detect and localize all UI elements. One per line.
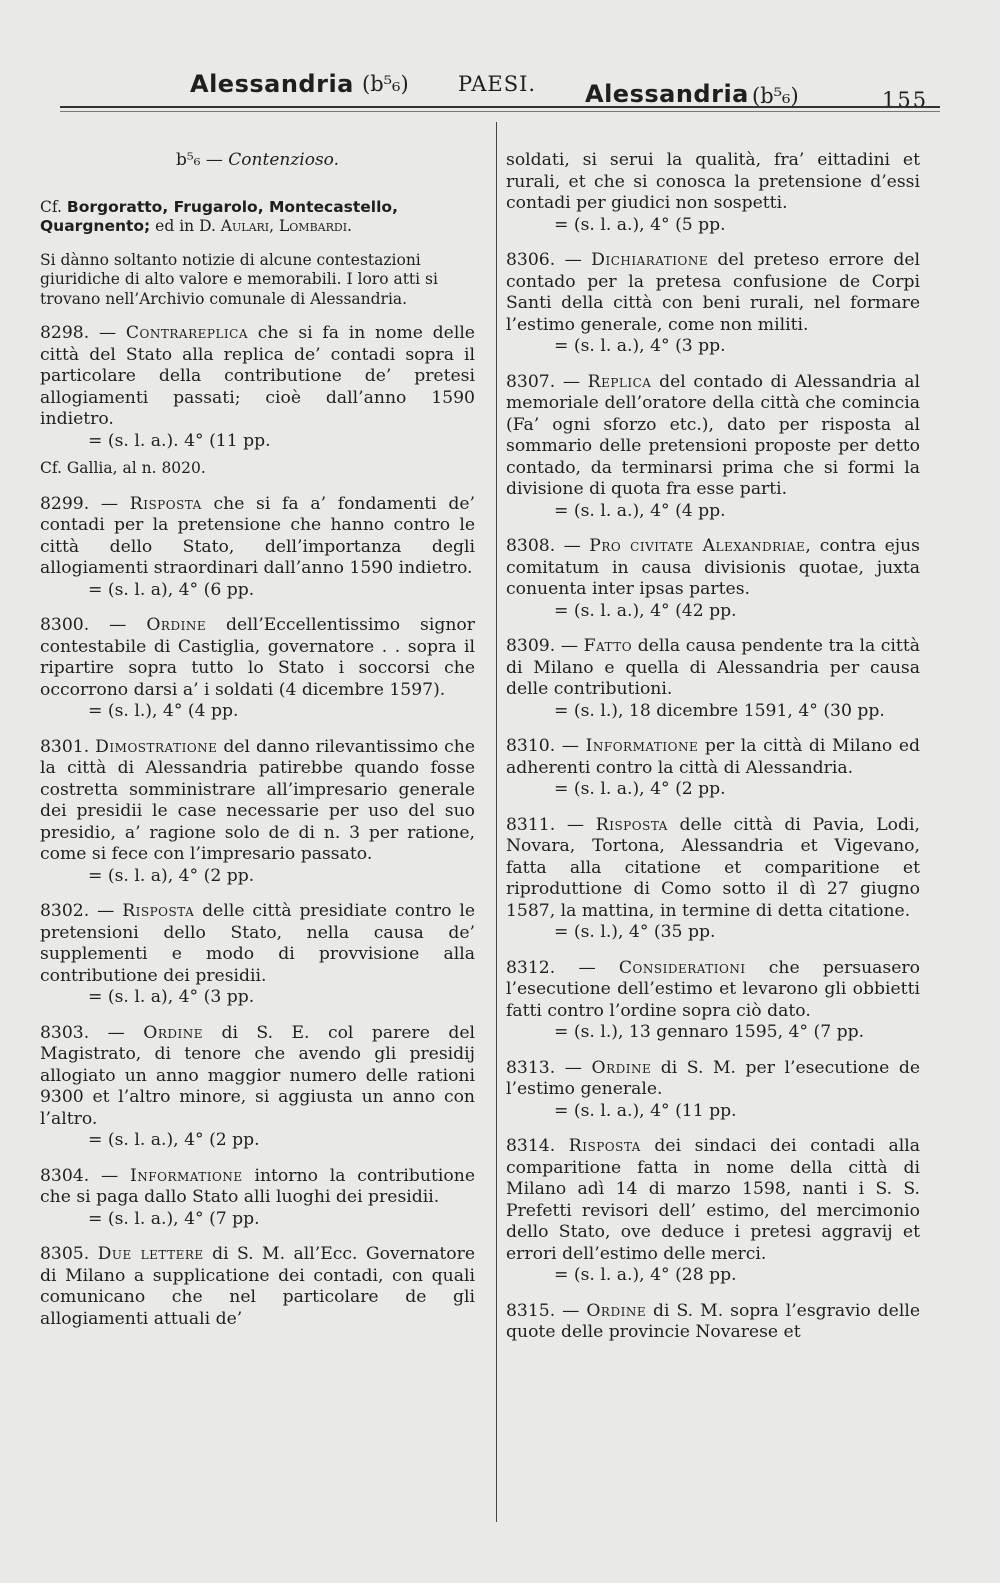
catalog-entry bbox=[40, 494, 475, 602]
entry-imprint: = (s. l. a.), 4° (42 pp. bbox=[554, 600, 737, 621]
entry-number: 8305. bbox=[40, 1244, 90, 1264]
section-intro bbox=[40, 198, 475, 310]
entry-imprint: = (s. l. a.), 4° (4 pp. bbox=[554, 500, 726, 521]
entry-heading: Risposta bbox=[122, 901, 195, 921]
entry-number: 8307. bbox=[506, 371, 556, 392]
right-entry-list bbox=[506, 150, 920, 1344]
entry-number: 8310. bbox=[506, 736, 556, 756]
entry-number: 8311. bbox=[506, 814, 556, 835]
entry-number: 8309. bbox=[506, 636, 556, 656]
catalog-entry bbox=[506, 958, 920, 1044]
entry-number: 8314. bbox=[506, 1136, 556, 1156]
entry-number: 8302. bbox=[40, 901, 90, 921]
entry-description bbox=[506, 636, 920, 701]
entry-text: intorno la contributione che si paga dallo Stato alli luoghi dei presidii. bbox=[40, 1165, 475, 1207]
entry-text: per la città di Milano ed adherenti contro la città di Alessandria. bbox=[506, 736, 921, 778]
catalog-entry bbox=[40, 615, 475, 723]
entry-description bbox=[40, 1244, 475, 1330]
left-column bbox=[40, 150, 475, 1344]
entry-separator: — bbox=[555, 957, 619, 978]
entry-text: di S. E. col parere del Magistrato, di tenore che avendo gli presidij allogiato un anno maggior numero delle rationi 9300 et l’altro minore, si aggiusta un anno con l’altro. bbox=[40, 1022, 475, 1129]
running-header bbox=[60, 62, 940, 112]
entry-imprint: = (s. l. a), 4° (6 pp. bbox=[88, 579, 255, 600]
entry-imprint: = (s. l. a.), 4° (2 pp. bbox=[88, 1130, 260, 1150]
entry-text: di S. M. per l’esecutione de l’estimo generale. bbox=[506, 1057, 920, 1099]
catalog-entry bbox=[506, 372, 920, 523]
entry-imprint: = (s. l. a.), 4° (2 pp. bbox=[554, 779, 726, 799]
entry-description bbox=[40, 494, 475, 580]
entry-number: 8303. bbox=[40, 1022, 90, 1043]
entry-heading: Contrareplica bbox=[125, 323, 248, 343]
entry-description bbox=[506, 736, 920, 779]
entry-heading: Ordine bbox=[143, 1022, 204, 1043]
entry-separator: — bbox=[555, 536, 590, 556]
header-rule-thin bbox=[60, 111, 940, 112]
header-center: PAESI. bbox=[458, 72, 537, 96]
entry-heading: Ordine bbox=[146, 615, 207, 635]
entry-text: contra ejus comitatum in causa divisionis quotae, juxta conuenta inter ipsas partes. bbox=[506, 536, 920, 599]
entry-separator bbox=[555, 1136, 569, 1156]
entry-heading: Considerationi bbox=[618, 957, 746, 978]
section-title bbox=[40, 150, 475, 172]
catalog-entry bbox=[40, 323, 475, 480]
entry-imprint: = (s. l.), 18 dicembre 1591, 4° (30 pp. bbox=[554, 700, 885, 721]
entry-text: del danno rilevantissimo che la città di Alessandria patirebbe quando fosse costretta somministrare all’impresario generale dei presidii le case necessarie per uso del suo presidio, a’ ragione solo de di n. 3 per ratione, come si fece con l’impresario passato. bbox=[40, 736, 475, 864]
catalog-entry bbox=[506, 1136, 920, 1287]
entry-text: che persuasero l’esecutione dell’estimo et levarono gli obbietti fatti contro l’ordine sopra ciò dato. bbox=[506, 957, 920, 1021]
entry-description bbox=[506, 1136, 920, 1265]
entry-description bbox=[506, 150, 920, 215]
entry-text: dell’Eccellentissimo signor contestabile di Castiglia, governatore . . sopra il ripartire sopra tutto lo Stato i soccorsi che occorrono darsi a’ i soldati (4 dicembre 1597). bbox=[40, 615, 475, 700]
entry-separator: — bbox=[555, 736, 586, 756]
entry-heading: Pro civitate Alexandriae, bbox=[589, 536, 812, 556]
entry-description bbox=[506, 536, 920, 601]
entry-heading: Risposta bbox=[568, 1136, 641, 1156]
entry-text: di S. M. sopra l’esgravio delle quote delle provincie Novarese et bbox=[506, 1300, 920, 1342]
entry-heading: Risposta bbox=[595, 814, 668, 835]
catalog-entry bbox=[506, 1301, 920, 1344]
entry-heading: Ordine bbox=[591, 1057, 652, 1078]
entry-separator: — bbox=[555, 1300, 587, 1321]
entry-separator: — bbox=[555, 1057, 592, 1078]
catalog-entry bbox=[506, 150, 920, 236]
entry-number: 8312. bbox=[506, 957, 556, 978]
entry-number: 8308. bbox=[506, 536, 556, 556]
catalog-entry bbox=[40, 1244, 475, 1330]
entry-imprint: = (s. l.), 4° (35 pp. bbox=[554, 922, 716, 942]
entry-description bbox=[506, 815, 920, 923]
entry-description bbox=[40, 737, 475, 866]
entry-text: delle città di Pavia, Lodi, Novara, Tortona, Alessandria et Vigevano, fatta alla citatione et comparitione et riproduttione di Como sotto il dì 27 giugno 1587, la mattina, in termine di detta citatione. bbox=[506, 814, 920, 921]
right-column bbox=[506, 150, 920, 1358]
entry-imprint: = (s. l. a.), 4° (3 pp. bbox=[554, 336, 726, 356]
entry-description bbox=[506, 372, 920, 501]
entry-heading: Informatione bbox=[130, 1165, 243, 1186]
entry-imprint: = (s. l. a.), 4° (5 pp. bbox=[554, 214, 726, 235]
entry-number: 8313. bbox=[506, 1057, 556, 1078]
entry-separator: — bbox=[555, 250, 592, 270]
entry-imprint: = (s. l. a.), 4° (11 pp. bbox=[554, 1100, 737, 1121]
entry-imprint: = (s. l. a.), 4° (28 pp. bbox=[554, 1265, 737, 1285]
entry-description bbox=[40, 1166, 475, 1209]
section-name: Contenzioso. bbox=[228, 150, 340, 170]
entry-number: 8301. bbox=[40, 736, 90, 757]
entry-description bbox=[506, 250, 920, 336]
section-code: b⁵₆ — bbox=[175, 150, 229, 170]
catalog-entry bbox=[506, 636, 920, 722]
entry-heading: Due lettere bbox=[97, 1244, 204, 1264]
catalog-entry bbox=[506, 536, 920, 622]
entry-heading: Ordine bbox=[586, 1300, 647, 1321]
entry-separator: — bbox=[89, 1022, 144, 1043]
entry-number: 8315. bbox=[506, 1300, 556, 1321]
page-number: 155 bbox=[882, 88, 929, 112]
entry-number: 8299. bbox=[40, 493, 90, 514]
entry-description bbox=[506, 1301, 920, 1344]
entry-number: 8298. bbox=[40, 323, 90, 343]
entry-separator: — bbox=[89, 323, 126, 343]
entry-description bbox=[506, 1058, 920, 1101]
entry-text: che si fa a’ fondamenti de’ contadi per la pretensione che hanno contro le città dello Stato, dell’importanza degli allogiamenti straordinari dall’anno 1590 indietro. bbox=[40, 493, 475, 578]
entry-description bbox=[506, 958, 920, 1023]
catalog-entry bbox=[40, 737, 475, 888]
entry-imprint: = (s. l. a), 4° (2 pp. bbox=[88, 865, 255, 886]
header-right-code: (b⁵₆) bbox=[752, 84, 799, 108]
entry-text: della causa pendente tra la città di Milano e quella di Alessandria per causa delle contributioni. bbox=[506, 636, 920, 699]
entry-heading: Dimostratione bbox=[95, 736, 218, 757]
catalog-entry bbox=[506, 250, 920, 358]
entry-imprint: = (s. l. a.). 4° (11 pp. bbox=[88, 430, 271, 451]
catalog-entry bbox=[506, 1058, 920, 1123]
entry-description bbox=[40, 323, 475, 431]
cross-reference: Cf. Borgoratto, Frugarolo, Montecastello, Quargnento; ed in D. Aulari, Lombardi. bbox=[40, 197, 398, 235]
entry-text: di S. M. all’Ecc. Governatore di Milano a supplicatione dei contadi, con quali comunicano che nel particolare de gli allogiamenti attuali de’ bbox=[40, 1244, 475, 1329]
entry-separator: — bbox=[555, 814, 596, 835]
entry-separator: — bbox=[89, 615, 147, 635]
column-divider bbox=[496, 122, 497, 1522]
entry-separator: — bbox=[89, 1165, 131, 1186]
entry-text: dei sindaci dei contadi alla comparitione fatta in nome della città di Milano adì 14 di marzo 1598, nanti i S. S. Prefetti revisori dell’ estimo, del mercimonio dello Stato, ove deduce i pretesi aggravij et errori dell’estimo delle merci. bbox=[506, 1136, 920, 1264]
catalog-entry bbox=[506, 815, 920, 944]
left-entry-list bbox=[40, 323, 475, 1330]
entry-separator: — bbox=[555, 371, 588, 392]
entry-separator: — bbox=[89, 493, 130, 514]
header-left-code: (b⁵₆) bbox=[362, 72, 409, 96]
entry-heading: Dichiaratione bbox=[591, 250, 709, 270]
catalog-entry bbox=[40, 1023, 475, 1152]
entry-imprint: = (s. l.), 4° (4 pp. bbox=[88, 701, 239, 721]
entry-text: soldati, si serui la qualità, fra’ eittadini et rurali, et che si conosca la pretensione d’essi contadi per giudici non sospetti. bbox=[506, 150, 920, 213]
entry-separator: — bbox=[555, 636, 584, 656]
entry-number: 8306. bbox=[506, 250, 556, 270]
header-right-title: Alessandria bbox=[585, 80, 749, 108]
entry-heading: Risposta bbox=[129, 493, 202, 514]
section-note: Si dànno soltanto notizie di alcune contestazioni giuridiche di alto valore e memorabili. I loro atti si trovano nell’Archivio comunale di Alessandria. bbox=[40, 250, 438, 308]
entry-description bbox=[40, 1023, 475, 1131]
entry-number: 8304. bbox=[40, 1165, 90, 1186]
entry-separator: — bbox=[89, 901, 123, 921]
catalog-entry bbox=[506, 736, 920, 801]
entry-imprint: = (s. l. a.), 4° (7 pp. bbox=[88, 1208, 260, 1229]
entry-heading: Informatione bbox=[585, 736, 699, 756]
entry-imprint: = (s. l.), 13 gennaro 1595, 4° (7 pp. bbox=[554, 1022, 865, 1042]
entry-heading: Replica bbox=[587, 371, 652, 392]
entry-description bbox=[40, 901, 475, 987]
entry-text: delle città presidiate contro le pretensioni dello Stato, nella causa de’ supplementi e modo di provvisione alla contributione dei presidii. bbox=[40, 901, 475, 986]
entry-imprint: = (s. l. a), 4° (3 pp. bbox=[88, 987, 255, 1007]
entry-description bbox=[40, 615, 475, 701]
header-left-title: Alessandria bbox=[190, 70, 354, 98]
header-rule bbox=[60, 106, 940, 108]
entry-text: del preteso errore del contado per la pretesa confusione de Corpi Santi della città con beni rurali, nel formare l’estimo generale, come non militi. bbox=[506, 250, 920, 335]
entry-text: del contado di Alessandria al memoriale dell’oratore della città che comincia (Fa’ ogni sforzo etc.), dato per risposta al sommario delle pretensioni proposte per detto contado, da terminarsi prima che si formi la divisione di quota fra esse parti. bbox=[506, 371, 920, 499]
catalog-entry bbox=[40, 901, 475, 1009]
cross-reference-places: Borgoratto, Frugarolo, Montecastello, Quargnento; bbox=[40, 197, 398, 235]
entry-heading: Fatto bbox=[583, 636, 633, 656]
entry-separator bbox=[89, 1244, 97, 1264]
entry-number: 8300. bbox=[40, 615, 90, 635]
catalog-entry bbox=[40, 1166, 475, 1231]
entry-reference: Cf. Gallia, al n. 8020. bbox=[40, 459, 206, 477]
cross-reference-authors: Aulari, Lombardi. bbox=[220, 217, 352, 235]
entry-text: che si fa in nome delle città del Stato alla replica de’ contadi sopra il particolare della contributione de’ pretesi allogiamenti passati; cioè dall’anno 1590 indietro. bbox=[40, 323, 475, 429]
